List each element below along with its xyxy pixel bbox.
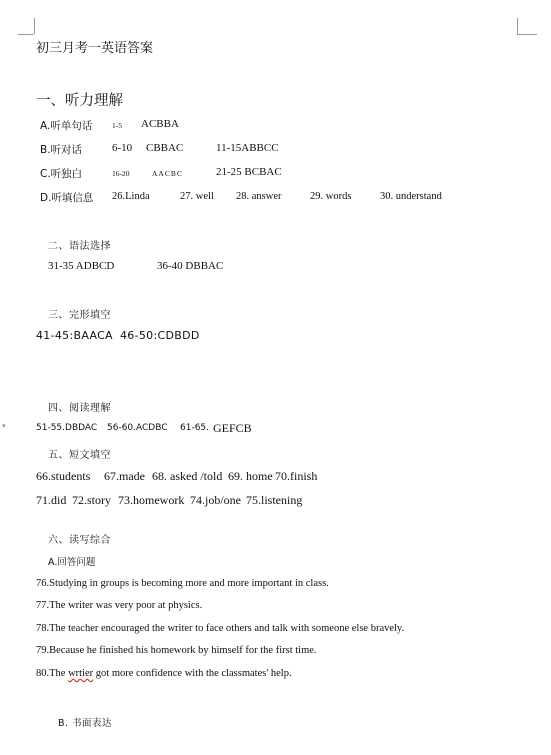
answer-80-suffix: got more confidence with the classmates' help. <box>93 668 292 679</box>
short-blank-item: 74.job/one <box>190 493 241 507</box>
listening-a-label: A.听单句话 <box>40 120 93 132</box>
listening-d-item: 30. understand <box>380 191 442 202</box>
grammar-answers: 36-40 DBBAC <box>157 260 224 272</box>
section-heading-listening: 一、听力理解 <box>36 93 123 109</box>
reading-answers: 51-55.DBDAC <box>36 423 98 433</box>
short-blank-item: 73.homework <box>118 493 185 507</box>
listening-a-answer: ACBBA <box>141 118 179 130</box>
answer-80-prefix: 80.The <box>36 668 69 679</box>
margin-marker: ▾ <box>2 422 6 430</box>
listening-c-answer: AACBC <box>152 169 183 178</box>
misspelled-word: wrtier <box>68 668 94 679</box>
short-blank-item: 67.made <box>104 469 145 483</box>
listening-b-answer: CBBAC <box>146 142 184 154</box>
listening-d-item: 27. well <box>180 191 214 202</box>
listening-c-range: 16-20 <box>112 169 130 178</box>
short-blank-item: 66.students <box>36 469 91 483</box>
corner-mark-top-right <box>517 18 518 34</box>
listening-d-item: 29. words <box>310 191 352 202</box>
section-heading-short-blank: 五、短文填空 <box>48 450 111 461</box>
written-answer: 78.The teacher encouraged the writer to face others and talk with someone else bravely. <box>36 623 405 634</box>
listening-b-label: B.听对话 <box>40 144 83 156</box>
listening-b-answer-2: 11-15ABBCC <box>216 142 279 154</box>
short-blank-item: 71.did <box>36 493 67 507</box>
written-answer: 76.Studying in groups is becoming more and more important in class. <box>36 578 329 589</box>
listening-d-item: 26.Linda <box>112 191 150 202</box>
listening-c-answer-2: 21-25 BCBAC <box>216 166 282 178</box>
written-answer: 77.The writer was very poor at physics. <box>36 600 203 611</box>
short-blank-item: 68. asked /told <box>152 469 223 483</box>
reading-answers: 56-60.ACDBC <box>107 423 168 433</box>
short-blank-item: 72.story <box>72 493 111 507</box>
section-heading-writing: 六、读写综合 <box>48 535 111 546</box>
written-answer <box>36 668 292 679</box>
cloze-answers: 46-50:CDBDD <box>120 329 200 342</box>
reading-answers: 61-65. <box>180 423 210 433</box>
reading-answers: GEFCB <box>213 421 252 435</box>
listening-b-range: 6-10 <box>112 142 133 154</box>
listening-d-item: 28. answer <box>236 191 282 202</box>
written-answer: 79.Because he finished his homework by himself for the first time. <box>36 645 317 656</box>
listening-a-range: 1-5 <box>112 121 122 130</box>
short-blank-item: 69. home <box>228 469 273 483</box>
section-heading-reading: 四、阅读理解 <box>48 403 111 414</box>
short-blank-item: 70.finish <box>275 469 318 483</box>
document-title: 初三月考一英语答案 <box>36 41 154 56</box>
corner-mark-top-left <box>18 34 34 35</box>
listening-c-label: C.听独白 <box>40 168 83 180</box>
section-heading-grammar: 二、语法选择 <box>48 241 111 252</box>
grammar-answers: 31-35 ADBCD <box>48 260 115 272</box>
cloze-answers: 41-45:BAACA <box>36 329 113 342</box>
listening-d-label: D.听填信息 <box>40 192 94 204</box>
writing-sub-a: A.回答问题 <box>48 557 96 568</box>
section-heading-cloze: 三、完形填空 <box>48 310 111 321</box>
writing-sub-b: B. 书面表达 <box>58 718 113 729</box>
corner-mark-top-left <box>34 18 35 34</box>
short-blank-item: 75.listening <box>246 493 303 507</box>
corner-mark-top-right <box>517 34 537 35</box>
